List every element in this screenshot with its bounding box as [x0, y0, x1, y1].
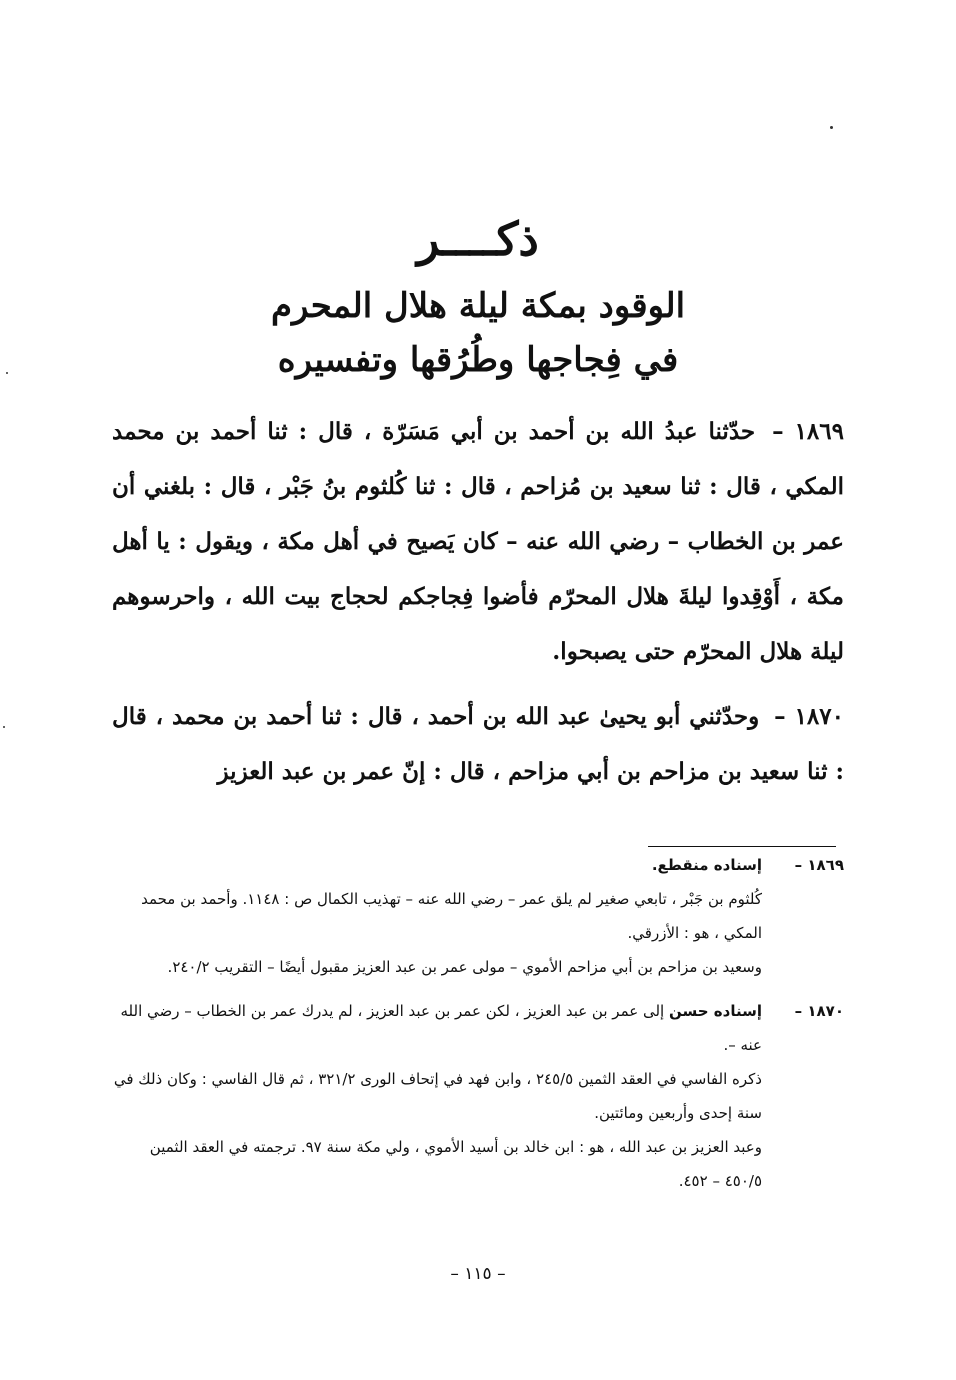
scan-speck: [830, 126, 833, 129]
footnote-line: كُلثوم بن جَبْر ، تابعي صغير لم يلق عمر – رضي الله عنه – تهذيب الكمال ص : ١١٤٨. وأحمد بن محمد المكي ، هو : الأزرقي.: [141, 890, 762, 942]
footnote-body: [112, 994, 762, 1198]
narration-text: وحدّثني أبو يحيىٰ عبد الله بن أحمد ، قال : ثنا أحمد بن محمد ، قال : ثنا سعيد بن مزاحم بن أبي مزاحم ، قال : إنّ عمر بن عبد العزيز: [112, 703, 844, 785]
footnote-1869: [112, 848, 844, 984]
narration-1869: [112, 404, 844, 679]
narration-number: ١٨٧٠ –: [774, 703, 844, 730]
footnote-number: ١٨٧٠ –: [794, 1002, 844, 1020]
footnotes: [112, 848, 844, 1208]
footnote-separator: [648, 846, 836, 847]
narration-text: حدّثنا عبدُ الله بن أحمد بن أبي مَسَرّة ، قال : ثنا أحمد بن محمد المكي ، قال : ثنا سعيد بن مُزاحم ، قال : ثنا كُلثوم بنُ جَبْر ، قال : بلغني أن عمر بن الخطاب – رضي الله عنه – كان يَصيح في أهل مكة ، ويقول : يا أهل مكة ، أَوْقِدوا ليلةَ هلال المحرّم فأضوا فِجاجكم لحجاج بيت الله ، واحرسوهم ليلة هلال المحرّم حتى يصبحوا.: [112, 418, 844, 665]
footnote-lead: إسناده منقطع.: [651, 856, 762, 874]
chapter-subtitle-line-2: في فِجاجها وطُرُقها وتفسيره: [277, 340, 679, 380]
footnote-line: ذكره الفاسي في العقد الثمين ٢٤٥/٥ ، وابن فهد في إتحاف الورى ٣٢١/٢ ، ثم قال الفاسي : وكان ذلك في سنة إحدى وأربعين ومائتين.: [113, 1070, 762, 1122]
footnote-first-line: [112, 994, 762, 1062]
page-number: – ١١٥ –: [450, 1264, 506, 1284]
chapter-title: ذكــــر: [417, 212, 539, 266]
scan-speck: [3, 726, 5, 728]
footnote-lead: إسناده حسن: [669, 1002, 762, 1020]
scan-speck: [6, 372, 8, 374]
footnote-line: وعبد العزيز بن عبد الله ، هو : ابن خالد بن أسيد الأموي ، ولي مكة سنة ٩٧. ترجمته في العقد الثمين ٤٥٠/٥ – ٤٥٢.: [149, 1138, 762, 1190]
footnote-1870: [112, 994, 844, 1198]
main-text: [112, 404, 844, 809]
footnote-line: وسعيد بن مزاحم بن أبي مزاحم الأموي – مولى عمر بن عبد العزيز مقبول أيضًا – التقريب ٢٤٠/٢.: [167, 958, 762, 976]
narration-1870: [112, 689, 844, 799]
chapter-subtitle-line-1: الوقود بمكة ليلة هلال المحرم: [270, 286, 686, 326]
narration-number: ١٨٦٩ –: [772, 418, 844, 445]
footnote-number: ١٨٦٩ –: [794, 856, 844, 874]
footnote-body: [112, 848, 762, 984]
footnote-lead-rest: إلى عمر بن عبد العزيز ، لكن عمر بن عبد العزيز ، لم يدرك عمر بن الخطاب – رضي الله عنه –.: [120, 1002, 762, 1054]
